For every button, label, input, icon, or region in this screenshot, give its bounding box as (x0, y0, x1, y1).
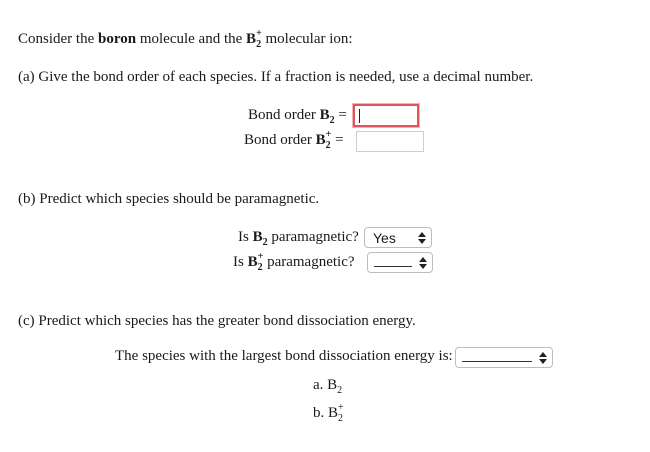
bond-order-b2plus-input[interactable] (356, 131, 424, 152)
ion-formula: $B_2^+$ (246, 28, 262, 50)
largest-bde-prompt: The species with the largest bond dissociation energy is: (115, 348, 453, 364)
b2-paramagnetic-label: Is $B_2$ paramagnetic? (238, 229, 359, 248)
b2plus-paramagnetic-select[interactable] (367, 252, 433, 273)
part-b-question: (b) Predict which species should be paramagnetic. (18, 191, 320, 207)
b2plus-paramagnetic-label: Is $B_2^+$ paramagnetic? (233, 251, 355, 273)
boron-bold: boron (98, 31, 137, 47)
option-a: a. $B_2$ (313, 377, 343, 396)
bond-order-b2-label: Bond order $B_2$ = (248, 107, 347, 126)
select-arrows-icon (539, 351, 547, 365)
part-c-question: (c) Predict which species has the greater bond dissociation energy. (18, 313, 416, 329)
bond-order-b2-input[interactable] (353, 104, 419, 127)
part-a-question: (a) Give the bond order of each species. If a fraction is needed, use a decimal number. (18, 69, 534, 85)
option-b: b. $B_2^+$ (313, 402, 344, 424)
selected-value: Yes (373, 230, 396, 246)
b2-paramagnetic-select[interactable] (364, 227, 432, 248)
intro-text: Consider the boron molecule and the $B_2^+$ molecular ion: (18, 28, 353, 50)
largest-bde-select[interactable] (455, 347, 553, 368)
select-arrows-icon (419, 256, 427, 270)
bond-order-b2plus-label: Bond order $B_2^+$ = (244, 129, 344, 151)
select-arrows-icon (418, 231, 426, 245)
blank-line (374, 266, 412, 267)
text-caret (359, 109, 360, 123)
blank-line (462, 361, 532, 362)
